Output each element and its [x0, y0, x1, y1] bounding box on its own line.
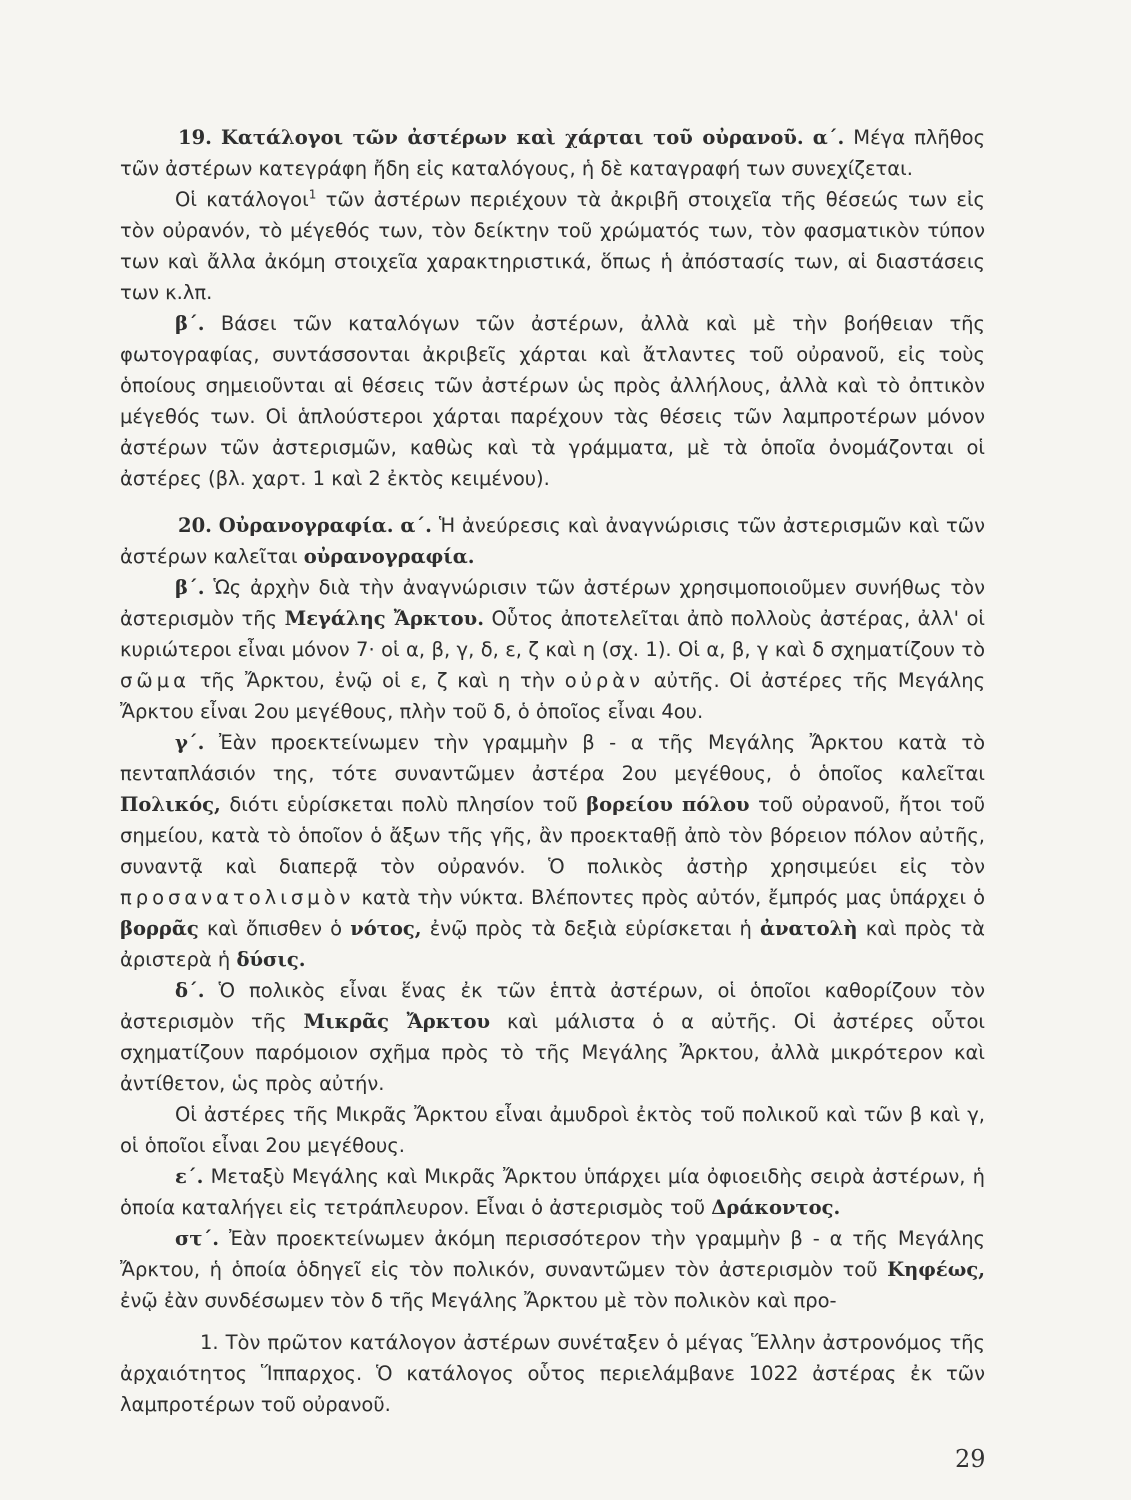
- st-text-2: ἐνῷ ἐὰν συνδέσωμεν τὸν δ τῆς Μεγάλης Ἄρκτου μὲ τὸν πολικὸν καὶ προ-: [120, 1289, 837, 1312]
- term-megali-arktos: Μεγάλης Ἄρκτου.: [284, 607, 484, 630]
- footnote: [120, 1327, 985, 1420]
- footnote-ref: 1: [308, 187, 317, 202]
- term-boreios-polos: βορείου πόλου: [586, 793, 750, 816]
- footnote-text: 1. Τὸν πρῶτον κατάλογον ἀστέρων συνέταξεν ὁ μέγας Ἕλλην ἀστρονόμος τῆς ἀρχαιότητος Ἵππαρχος. Ὁ κατάλογος οὗτος περιελάμβανε 1022 ἀστέρας ἐκ τῶν λαμπροτέρων τοῦ οὐρανοῦ.: [120, 1331, 985, 1416]
- term-mikra-arktos: Μικρᾶς Ἄρκτου: [303, 1010, 491, 1033]
- term-ouranographia: οὐρανογραφία.: [303, 545, 475, 568]
- section-20-delta-paragraph-2: Οἱ ἀστέρες τῆς Μικρᾶς Ἄρκτου εἶναι ἀμυδροὶ ἐκτὸς τοῦ πολικοῦ καὶ τῶν β καὶ γ, οἱ ὁποῖοι εἶναι 2ου μεγέθους.: [120, 1103, 985, 1157]
- term-soma: σῶμα: [120, 669, 190, 692]
- delta-text-1: Ὁ πολικὸς εἶναι ἕνας ἐκ τῶν ἑπτὰ ἀστέρων, οἱ ὁποῖοι καθορίζουν τὸν ἀστερισμὸν τῆς: [120, 979, 985, 1033]
- section-19-beta-label: β΄.: [175, 312, 205, 335]
- section-19-beta: [120, 308, 985, 494]
- section-20-alpha: [120, 510, 985, 572]
- section-19-alpha-text: Μέγα πλῆθος τῶν ἀστέρων κατεγράφη ἤδη εἰς καταλόγους, ἡ δὲ καταγραφή των συνεχίζεται.: [120, 126, 986, 180]
- section-19-alpha: [120, 122, 985, 184]
- gamma-text-7: καὶ πρὸς τὰ ἀριστερὰ ἡ: [120, 917, 986, 971]
- st-text-1: Ἐὰν προεκτείνωμεν ἀκόμη περισσότερον τὴν γραμμὴν β - α τῆς Μεγάλης Ἄρκτου, ἡ ὁποία ὁδηγεῖ εἰς τὸν πολικόν, συναντῶμεν τὸν ἀστερισμὸν τοῦ: [120, 1227, 985, 1281]
- section-19-alpha-label: α΄.: [812, 126, 845, 149]
- term-oura: οὐρὰν: [564, 669, 645, 692]
- section-20-gamma: [120, 727, 985, 975]
- section-20-delta: [120, 975, 985, 1099]
- term-kifeus: Κηφέως,: [887, 1258, 985, 1281]
- section-20-epsilon: [120, 1161, 985, 1223]
- section-19-title: Κατάλογοι τῶν ἀστέρων καὶ χάρται τοῦ οὐρανοῦ.: [220, 126, 804, 149]
- main-text: [120, 122, 985, 1316]
- section-20-alpha-label: α΄.: [400, 514, 432, 537]
- beta-text-2: Οὗτος ἀποτελεῖται ἀπὸ πολλοὺς ἀστέρας, ἀλλ' οἱ κυριώτεροι εἶναι μόνον 7· οἱ α, β, γ, δ, ε, ζ καὶ η (σχ. 1). Οἱ α, β, γ καὶ δ σχηματίζουν τὸ: [120, 607, 985, 661]
- section-19-beta-text: Βάσει τῶν καταλόγων τῶν ἀστέρων, ἀλλὰ καὶ μὲ τὴν βοήθειαν τῆς φωτογραφίας, συντάσσονται ἀκριβεῖς χάρται καὶ ἄτλαντες τοῦ οὐρανοῦ, εἰς τοὺς ὁποίους σημειοῦνται αἱ θέσεις τῶν ἀστέρων ὡς πρὸς ἀλλήλους, ἀλλὰ καὶ τὸ ὀπτικὸν μέγεθός των. Οἱ ἁπλούστεροι χάρται παρέχουν τὰς θέσεις τῶν λαμπροτέρων μόνον ἀστέρων τῶν ἀστερισμῶν, καθὼς καὶ τὰ γράμματα, μὲ τὰ ὁποῖα ὀνομάζονται οἱ ἀστέρες (βλ. χαρτ. 1 καὶ 2 ἐκτὸς κειμένου).: [120, 312, 985, 490]
- catalogues-text-start: Οἱ κατάλογοι: [175, 188, 309, 211]
- section-20-epsilon-label: ε΄.: [175, 1165, 204, 1188]
- gamma-text-2: διότι εὑρίσκεται πολὺ πλησίον τοῦ: [229, 793, 578, 816]
- term-anatoli: ἀνατολὴ: [760, 917, 858, 940]
- beta-text-1: Ὡς ἀρχὴν διὰ τὴν ἀναγνώρισιν τῶν ἀστέρων χρησιμοποιοῦμεν συνήθως τὸν ἀστερισμὸν τῆς: [120, 576, 985, 630]
- term-notos: νότος,: [350, 917, 422, 940]
- gamma-text-5: καὶ ὄπισθεν ὁ: [206, 917, 343, 940]
- section-20-beta: [120, 572, 985, 727]
- term-polikos: Πολικός,: [120, 793, 221, 816]
- gamma-text-3: τοῦ οὐρανοῦ, ἤτοι τοῦ σημείου, κατὰ τὸ ὁποῖον ὁ ἄξων τῆς γῆς, ἂν προεκταθῇ ἀπὸ τὸν βόρειον πόλον αὐτῆς, συναντᾷ καὶ διαπερᾷ τὸν οὐρανόν. Ὁ πολικὸς ἀστὴρ χρησιμεύει εἰς τὸν: [120, 793, 985, 878]
- gamma-text-6: ἐνῷ πρὸς τὰ δεξιὰ εὑρίσκεται ἡ: [429, 917, 752, 940]
- catalogues-text-rest: τῶν ἀστέρων περιέχουν τὰ ἀκριβῆ στοιχεῖα τῆς θέσεώς των εἰς τὸν οὐρανόν, τὸ μέγεθός των, τὸν δείκτην τοῦ χρώματός των, τὸν φασματικὸν τύπον των καὶ ἄλλα ἀκόμη στοιχεῖα χαρακτηριστικά, ὅπως ἡ ἀπόστασίς των, αἱ διαστάσεις των κ.λπ.: [120, 188, 985, 304]
- term-prosanatolismos: προσανατολισμὸν: [120, 886, 355, 909]
- section-20-title: Οὐρανογραφία.: [218, 514, 394, 537]
- delta-text-2: καὶ μάλιστα ὁ α αὐτῆς. Οἱ ἀστέρες οὗτοι σχηματίζουν παρόμοιον σχῆμα πρὸς τὸ τῆς Μεγάλης Ἄρκτου, ἀλλὰ μικρότερον καὶ ἀντίθετον, ὡς πρὸς αὐτήν.: [120, 1010, 986, 1095]
- beta-text-4: αὐτῆς. Οἱ ἀστέρες τῆς Μεγάλης Ἄρκτου εἶναι 2ου μεγέθους, πλὴν τοῦ δ, ὁ ὁποῖος εἶναι 4ου.: [120, 669, 986, 723]
- epsilon-text-1: Μεταξὺ Μεγάλης καὶ Μικρᾶς Ἄρκτου ὑπάρχει μία ὀφιοειδὴς σειρὰ ἀστέρων, ἡ ὁποία καταλήγει εἰς τετράπλευρον. Εἶναι ὁ ἀστερισμὸς τοῦ: [120, 1165, 986, 1219]
- section-19-catalogues-paragraph: [120, 184, 985, 308]
- term-borras: βορρᾶς: [120, 917, 199, 940]
- section-20-delta-label: δ΄.: [175, 979, 205, 1002]
- section-20-gamma-label: γ΄.: [175, 731, 205, 754]
- section-20-st-label: στ΄.: [175, 1227, 220, 1250]
- section-19-number: 19.: [178, 126, 212, 149]
- section-20-st: [120, 1223, 985, 1316]
- section-20-beta-label: β΄.: [175, 576, 205, 599]
- page-number: 29: [955, 1445, 986, 1473]
- gamma-text-1: Ἐὰν προεκτείνωμεν τὴν γραμμὴν β - α τῆς Μεγάλης Ἄρκτου κατὰ τὸ πενταπλάσιόν της, τότε συναντῶμεν ἀστέρα 2ου μεγέθους, ὁ ὁποῖος καλεῖται: [120, 731, 985, 785]
- term-drakon: Δράκοντος.: [711, 1196, 841, 1219]
- gamma-text-4: κατὰ τὴν νύκτα. Βλέποντες πρὸς αὐτόν, ἔμπρός μας ὑπάρχει ὁ: [361, 886, 985, 909]
- beta-text-3: τῆς Ἄρκτου, ἐνῷ οἱ ε, ζ καὶ η τὴν: [199, 669, 555, 692]
- section-20-number: 20.: [178, 514, 212, 537]
- section-20-alpha-text: Ἡ ἀνεύρεσις καὶ ἀναγνώρισις τῶν ἀστερισμῶν καὶ τῶν ἀστέρων καλεῖται: [120, 514, 985, 568]
- term-dysis: δύσις.: [236, 948, 306, 971]
